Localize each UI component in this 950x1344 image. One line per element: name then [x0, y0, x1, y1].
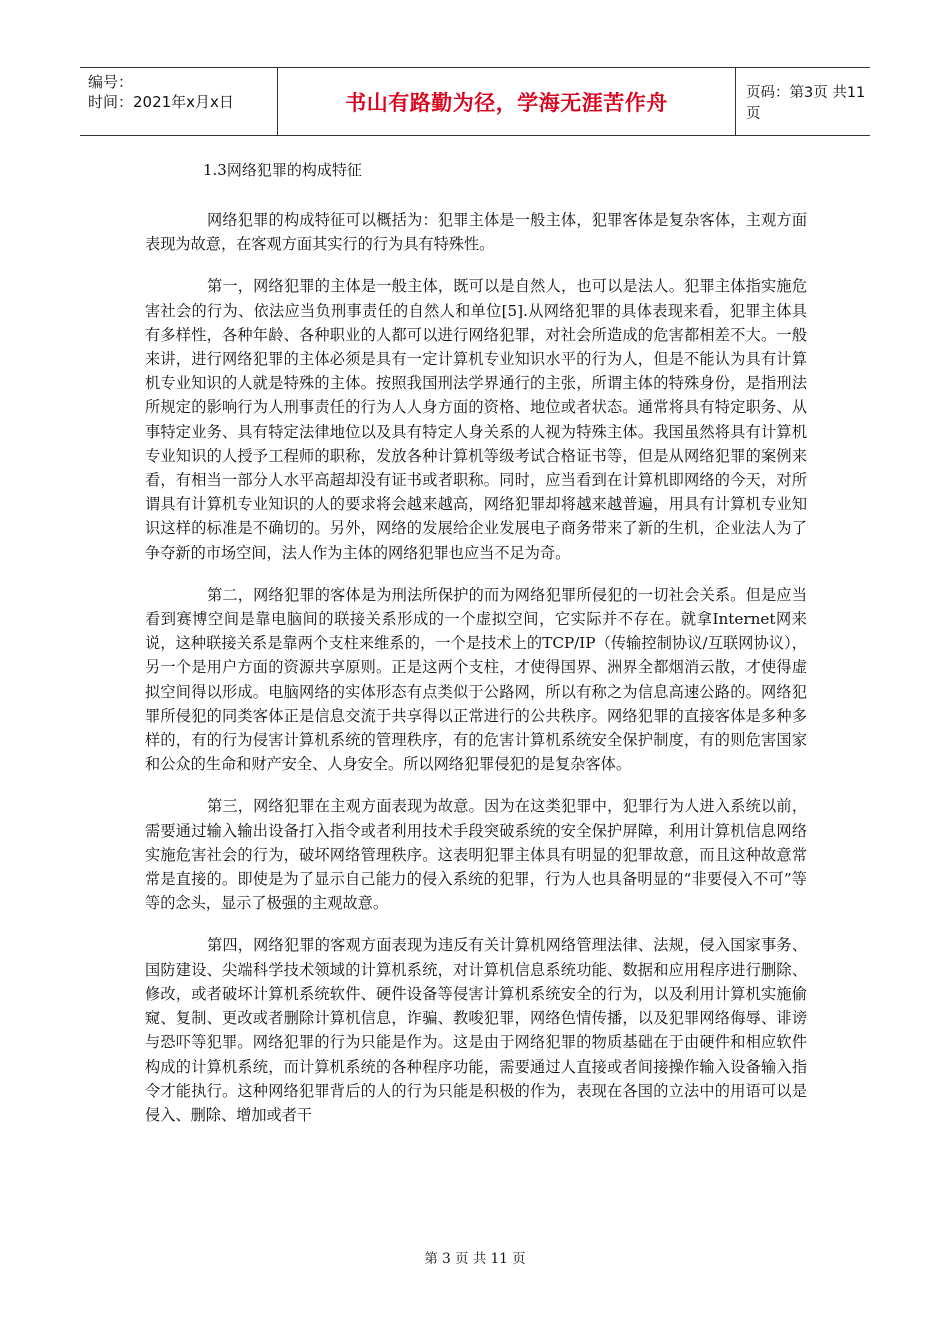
- paragraph: 第一，网络犯罪的主体是一般主体，既可以是自然人，也可以是法人。犯罪主体指实施危害社会的行为、依法应当负刑事责任的自然人和单位[5].从网络犯罪的具体表现来看，犯罪主体具有多样性，各种年龄、各种职业的人都可以进行网络犯罪，对社会所造成的危害都相差不大。一般来讲，进行网络犯罪的主体必须是具有一定计算机专业知识水平的行为人，但是不能认为具有计算机专业知识的人就是特殊的主体。按照我国刑法学界通行的主张，所谓主体的特殊身份，是指刑法所规定的影响行为人刑事责任的行为人人身方面的资格、地位或者状态。通常将具有特定职务、从事特定业务、具有特定法律地位以及具有特定人身关系的人视为特殊主体。我国虽然将具有计算机专业知识的人授予工程师的职称，发放各种计算机等级考试合格证书等，但是从网络犯罪的案例来看，有相当一部分人水平高超却没有证书或者职称。同时，应当看到在计算机即网络的今天，对所谓具有计算机专业知识的人的要求将会越来越高，网络犯罪却将越来越普遍，用具有计算机专业知识这样的标准是不确切的。另外，网络的发展给企业发展电子商务带来了新的生机，企业法人为了争夺新的市场空间，法人作为主体的网络犯罪也应当不足为奇。: [145, 277, 807, 562]
- serial-label: 编号：: [88, 73, 134, 91]
- paragraph: 第三，网络犯罪在主观方面表现为故意。因为在这类犯罪中，犯罪行为人进入系统以前，需要通过输入输出设备打入指令或者利用技术手段突破系统的安全保护屏障，利用计算机信息网络实施危害社会的行为，破坏网络管理秩序。这表明犯罪主体具有明显的犯罪故意，而且这种故意常常是直接的。即使是为了显示自己能力的侵入系统的犯罪，行为人也具备明显的“非要侵入不可”等等的念头，显示了极强的主观故意。: [145, 797, 807, 913]
- paragraph: 第二，网络犯罪的客体是为刑法所保护的而为网络犯罪所侵犯的一切社会关系。但是应当看到赛博空间是靠电脑间的联接关系形成的一个虚拟空间，它实际并不存在。就拿Internet网来说，这种联接关系是靠两个支柱来维系的，一个是技术上的TCP/IP（传输控制协议/互联网协议），另一个是用户方面的资源共享原则。正是这两个支柱，才使得国界、洲界全都烟消云散，才使得虚拟空间得以形成。电脑网络的实体形态有点类似于公路网，所以有称之为信息高速公路的。网络犯罪所侵犯的同类客体正是信息交流于共享得以正常进行的公共秩序。网络犯罪的直接客体是多种多样的，有的行为侵害计算机系统的管理秩序，有的危害计算机系统安全保护制度，有的则危害国家和公众的生命和财产安全、人身安全。所以网络犯罪侵犯的是复杂客体。: [145, 585, 807, 774]
- document-body: [145, 158, 807, 1127]
- page-footer: 第 3 页 共 11 页: [424, 1251, 526, 1267]
- date-label: 时间：2021年x月x日: [88, 93, 234, 111]
- header-motto: 书山有路勤为径，学海无涯苦作舟: [278, 68, 736, 135]
- section-title: 1.3网络犯罪的构成特征: [203, 161, 362, 179]
- paragraph: 网络犯罪的构成特征可以概括为：犯罪主体是一般主体，犯罪客体是复杂客体，主观方面表现为故意，在客观方面其实行的行为具有特殊性。: [145, 211, 807, 254]
- page-header: [80, 67, 870, 136]
- header-meta: [80, 68, 278, 135]
- header-page-info: 页码：第3页 共11页: [746, 84, 866, 122]
- paragraph: 第四，网络犯罪的客观方面表现为违反有关计算机网络管理法律、法规，侵入国家事务、国防建设、尖端科学技术领域的计算机系统，对计算机信息系统功能、数据和应用程序进行删除、修改，或者破坏计算机系统软件、硬件设备等侵害计算机系统安全的行为，以及利用计算机实施偷窥、复制、更改或者删除计算机信息，诈骗、教唆犯罪，网络色情传播，以及犯罪网络侮辱、诽谤与恐吓等犯罪。网络犯罪的行为只能是作为。这是由于网络犯罪的物质基础在于由硬件和相应软件构成的计算机系统，而计算机系统的各种程序功能，需要通过人直接或者间接操作输入设备输入指令才能执行。这种网络犯罪背后的人的行为只能是积极的作为，表现在各国的立法中的用语可以是侵入、删除、增加或者干: [145, 936, 807, 1124]
